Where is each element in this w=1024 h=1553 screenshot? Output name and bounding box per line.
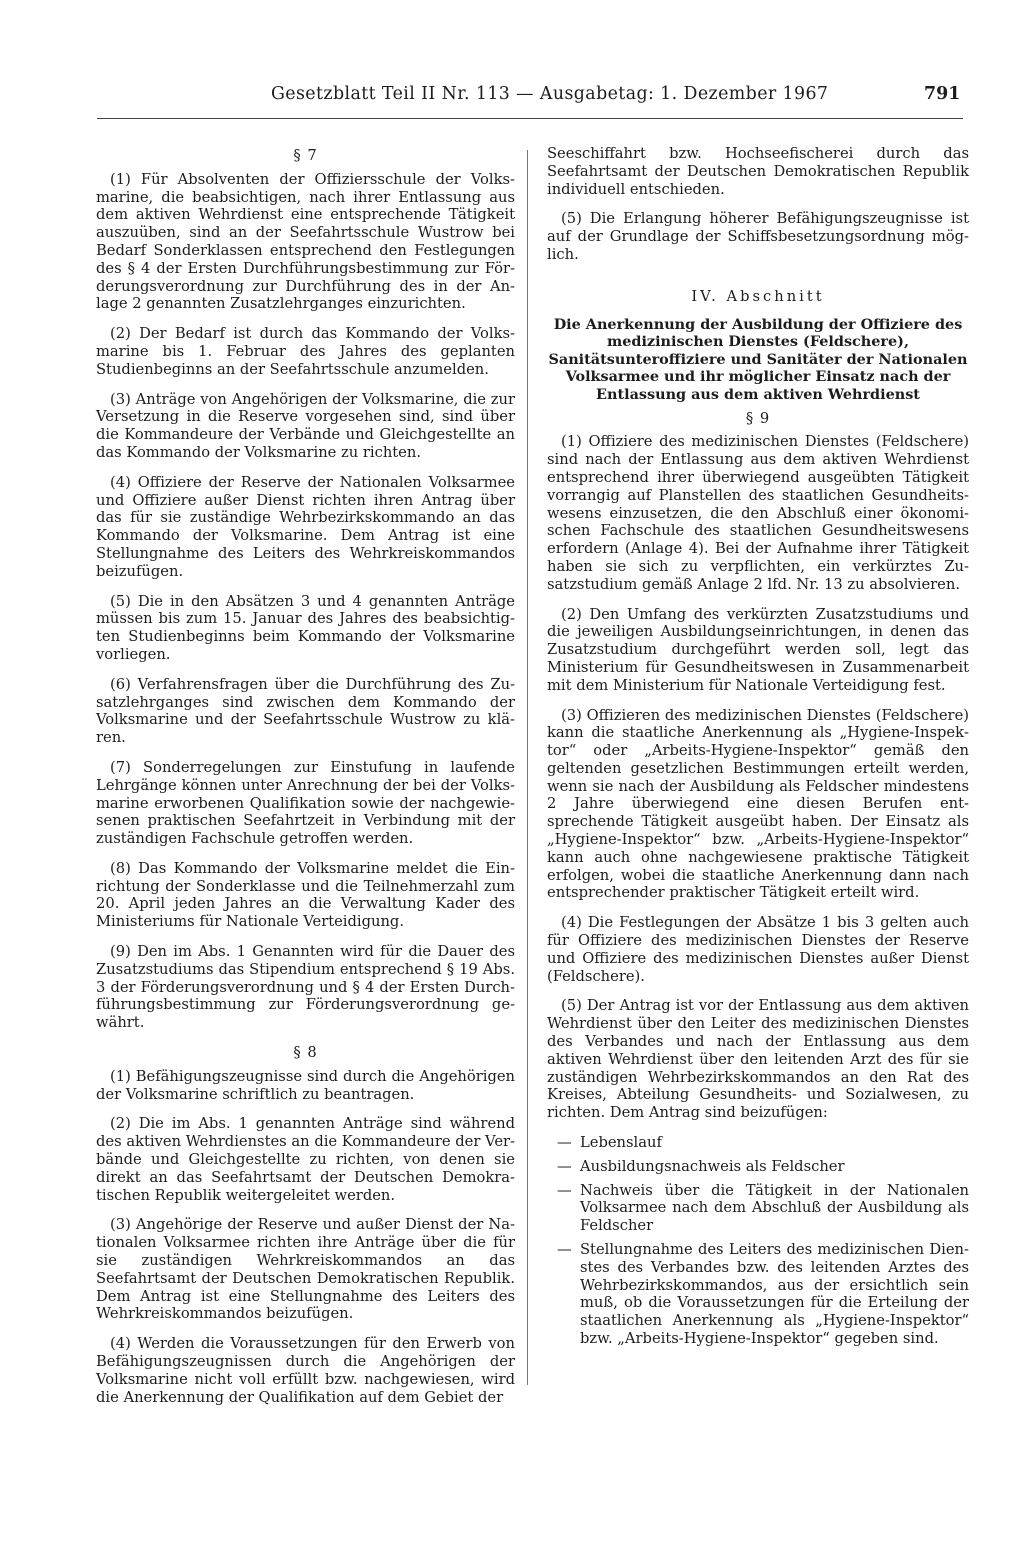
list-item-text: Lebenslauf [580,1134,662,1152]
list-item [547,1158,969,1176]
sec8-para-5: (5) Die Erlangung höherer Befähigungszeugnisse ist auf der Grundlage der Schiffsbesetzungsordnung möglich. [547,210,969,263]
chapter-label: IV. Abschnitt [691,287,825,305]
sec9-para-2: (2) Den Umfang des verkürzten Zusatzstudiums und die jeweiligen Ausbildungseinrichtungen, in denen das Zusatzstudium durchgeführt werden soll, legt das Ministerium für Gesundheitswesen in Zusammenarbeit mit dem Ministerium für Nationale Verteidigung fest. [547,605,969,694]
section-7-heading: § 7 [293,147,318,164]
list-item [547,1182,969,1235]
list-item-text: Stellungnahme des Leiters des medizinischen Dienstes des Verbandes bzw. des leitenden Arztes des Wehrbezirkskommandos, aus der ersichtlich sein muß, ob die Voraussetzungen für die Erteilung der staatlichen Anerkennung als „Hygiene-Inspektor“ bzw. „Arbeits-Hygiene-Inspektor“ gegeben sind. [580,1241,969,1347]
chapter-title: Die Anerkennung der Ausbildung der Offiziere des medizinischen Dienstes (Feldschere), Sanitätsunteroffiziere und Sanitäter der Nationalen Volksarmee und ihr möglicher Einsatz nach der Entlassung aus dem aktiven Wehrdienst [548,315,968,403]
dash-bullet: — [557,1241,572,1259]
sec8-para-4: (4) Werden die Voraussetzungen für den Erwerb von Befähigungszeugnissen durch die Angehörigen der Volksmarine nicht voll erfüllt bzw. nachgewiesen, wird die Anerkennung der Qualifikation auf dem Gebiet der [96,1335,515,1406]
list-item-text: Ausbildungsnachweis als Feldscher [580,1157,845,1175]
sec7-para-3: (3) Anträge von Angehörigen der Volksmarine, die zur Versetzung in die Reserve vorgesehen sind, sind über die Kommandeure der Verbände und Gleichgestellte an das Kommando der Volksmarine zu richten. [96,390,515,461]
sec7-para-6: (6) Verfahrensfragen über die Durchführung des Zusatzlehrganges sind zwischen dem Kommando der Volksmarine und der Seefahrtsschule Wustrow zu klären. [96,675,515,747]
dash-bullet: — [557,1181,572,1199]
sec9-para-1: (1) Offiziere des medizinischen Dienstes (Feldschere) sind nach der Entlassung aus dem aktiven Wehrdienst entsprechend ihrer überwiegend ausgeübten Tätigkeit vorrangig auf Planstellen des staatlichen Gesundheitswesens einzusetzen, die den Abschluß einer ökonomischen Fachschule des staatlichen Gesundheitswesens erfordern (Anlage 4). Bei der Aufnahme ihrer Tätigkeit haben sie sich zu verpflichten, ein verkürztes Zusatzstudium gemäß Anlage 2 lfd. Nr. 13 zu absolvieren. [547,433,969,593]
dash-bullet: — [557,1157,572,1175]
header-rule [97,118,963,119]
right-column [547,145,969,1354]
sec7-para-4: (4) Offiziere der Reserve der Nationalen Volksarmee und Offiziere außer Dienst richten ihren Antrag über das für sie zuständige Wehrbezirkskommando an das Kommando der Volksmarine. Dem Antrag ist eine Stellungnahme des Leiters des Wehrkreiskommandos beizufügen. [96,473,515,580]
sec7-para-8: (8) Das Kommando der Volksmarine meldet die Einrichtung der Sonderklasse und die Teilnehmerzahl zum 20. April jeden Jahres an die Verwaltung Kader des Ministeriums für Nationale Verteidigung. [96,859,515,931]
list-item [547,1241,969,1348]
sec8-para-2: (2) Die im Abs. 1 genannten Anträge sind während des aktiven Wehrdienstes an die Kommandeure der Verbände und Gleichgestellte zu richten, von denen sie direkt an das Seefahrtsamt der Deutschen Demokratischen Republik weitergeleitet werden. [96,1115,515,1204]
sec7-para-1: (1) Für Absolventen der Offiziersschule der Volksmarine, die beabsichtigen, nach ihrer Entlassung aus dem aktiven Wehrdienst eine entsprechende Tätigkeit auszuüben, sind an der Seefahrtsschule Wustrow bei Bedarf Sonderklassen entsprechend den Festlegungen des § 4 der Ersten Durchführungsbestimmung zur Förderungsverordnung zur Durchführung des in der Anlage 2 genannten Zusatzlehrganges einzurichten. [96,170,515,313]
left-column [96,145,515,1418]
page-header [0,0,1024,125]
list-item [547,1134,969,1152]
sec7-para-7: (7) Sonderregelungen zur Einstufung in laufende Lehrgänge können unter Anrechnung der bei der Volksmarine erworbenen Qualifikation sowie der nachgewiesenen praktischen Seefahrtzeit in Verbindung mit der zuständigen Fachschule getroffen werden. [96,758,515,848]
gazette-header-title: Gesetzblatt Teil II Nr. 113 — Ausgabetag: 1. Dezember 1967 [271,84,829,104]
sec8-para-1: (1) Befähigungszeugnisse sind durch die Angehörigen der Volksmarine schriftlich zu beantragen. [96,1067,515,1103]
sec9-para-5: (5) Der Antrag ist vor der Entlassung aus dem aktiven Wehrdienst über den Leiter des medizinischen Dienstes des Verbandes und nach der Entlassung aus dem aktiven Wehrdienst über den leitenden Arzt des für sie zuständigen Wehrbezirkskommandos an den Rat des Kreises, Abteilung Gesundheits- und Sozialwesen, zu richten. Dem Antrag sind beizufügen: [547,997,969,1122]
list-item-text: Nachweis über die Tätigkeit in der Nationalen Volksarmee nach dem Abschluß der Ausbildung als Feldscher [580,1181,969,1235]
section-8-heading: § 8 [293,1044,318,1062]
sec8-para-4-continuation: Seeschiffahrt bzw. Hochseefischerei durch das Seefahrtsamt der Deutschen Demokratischen Republik individuell entschieden. [547,145,969,198]
column-divider [527,150,528,1385]
section-9-heading: § 9 [745,409,771,427]
sec7-para-5: (5) Die in den Absätzen 3 und 4 genannten Anträge müssen bis zum 15. Januar des Jahres des beabsichtigten Studienbeginns beim Kommando der Volksmarine vorliegen. [96,592,515,663]
attachment-list [547,1134,969,1348]
page-number: 791 [924,84,961,104]
sec8-para-3: (3) Angehörige der Reserve und außer Dienst der Nationalen Volksarmee richten ihre Anträge über die für sie zuständigen Wehrkreiskommandos an das Seefahrtsamt der Deutschen Demokratischen Republik. Dem Antrag ist eine Stellungnahme des Leiters des Wehrkreiskommandos beizufügen. [96,1216,515,1323]
sec9-para-3: (3) Offizieren des medizinischen Dienstes (Feldschere) kann die staatliche Anerkennung als „Hygiene-Inspektor“ oder „Arbeits-Hygiene-Inspektor“ gemäß den geltenden gesetzlichen Bestimmungen erteilt werden, wenn sie nach der Ausbildung als Feldscher mindestens 2 Jahre überwiegend eine diesen Berufen entsprechende Tätigkeit ausgeübt haben. Der Einsatz als „Hygiene-Inspektor“ bzw. „Arbeits-Hygiene-Inspektor“ kann auch ohne nachgewiesene praktische Tätigkeit erfolgen, wobei die staatliche Anerkennung dann nach entsprechender praktischer Tätigkeit erteilt wird. [547,706,969,902]
sec7-para-2: (2) Der Bedarf ist durch das Kommando der Volksmarine bis 1. Februar des Jahres des geplanten Studienbeginns an der Seefahrtsschule anzumelden. [96,325,515,378]
sec9-para-4: (4) Die Festlegungen der Absätze 1 bis 3 gelten auch für Offiziere des medizinischen Dienstes der Reserve und Offiziere des medizinischen Dienstes außer Dienst (Feldschere). [547,914,969,985]
sec7-para-9: (9) Den im Abs. 1 Genannten wird für die Dauer des Zusatzstudiums das Stipendium entsprechend § 19 Abs. 3 der Förderungsverordnung und § 4 der Ersten Durchführungsbestimmung zur Förderungsverordnung gewährt. [96,943,515,1032]
dash-bullet: — [557,1134,572,1152]
